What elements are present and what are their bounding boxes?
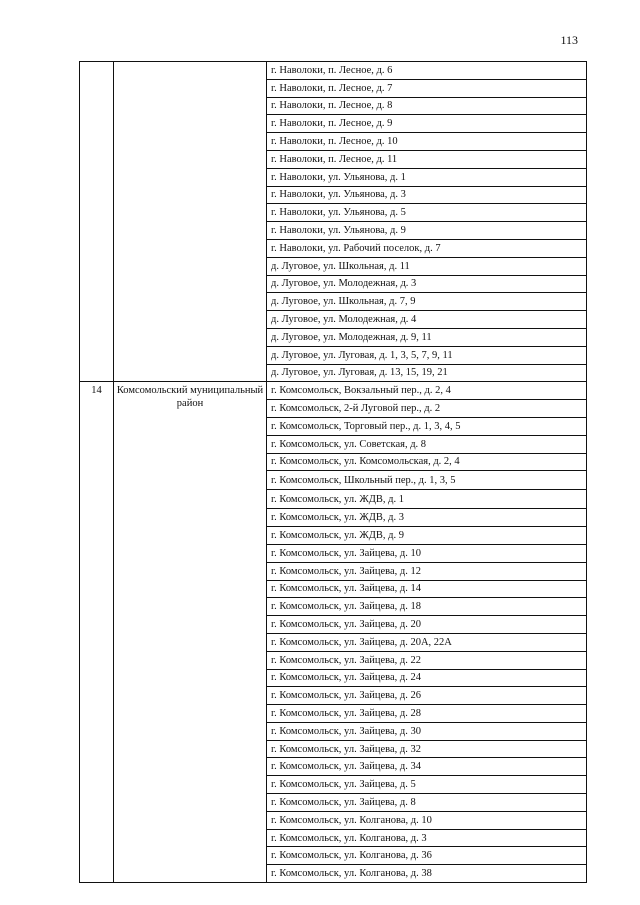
address-cell: г. Комсомольск, ул. Колганова, д. 10 [267,811,587,829]
address-cell: г. Комсомольск, ул. Комсомольская, д. 2, 4 [267,453,587,471]
address-cell: г. Наволоки, п. Лесное, д. 9 [267,115,587,133]
address-cell: г. Комсомольск, Вокзальный пер., д. 2, 4 [267,382,587,400]
address-cell: г. Комсомольск, 2-й Луговой пер., д. 2 [267,400,587,418]
address-cell: г. Комсомольск, ул. Зайцева, д. 24 [267,669,587,687]
region-name-cell [114,62,267,382]
address-cell: г. Комсомольск, ул. Зайцева, д. 10 [267,544,587,562]
address-cell: г. Комсомольск, ул. Зайцева, д. 12 [267,562,587,580]
address-cell: г. Наволоки, ул. Ульянова, д. 3 [267,186,587,204]
address-cell: г. Комсомольск, ул. Колганова, д. 38 [267,865,587,883]
address-table-body [80,62,587,883]
address-cell: г. Наволоки, ул. Рабочий поселок, д. 7 [267,239,587,257]
address-cell: д. Луговое, ул. Луговая, д. 1, 3, 5, 7, 9, 11 [267,346,587,364]
address-cell: г. Комсомольск, ул. Колганова, д. 36 [267,847,587,865]
address-cell: г. Комсомольск, Школьный пер., д. 1, 3, 5 [267,471,587,490]
address-cell: г. Комсомольск, ул. Советская, д. 8 [267,435,587,453]
address-cell: д. Луговое, ул. Молодежная, д. 3 [267,275,587,293]
address-cell: г. Комсомольск, ул. Зайцева, д. 32 [267,740,587,758]
address-cell: г. Наволоки, ул. Ульянова, д. 9 [267,222,587,240]
address-cell: д. Луговое, ул. Школьная, д. 7, 9 [267,293,587,311]
group-number-cell: 14 [80,382,114,883]
page-number: 113 [560,33,578,47]
address-cell: г. Комсомольск, ул. ЖДВ, д. 9 [267,527,587,545]
address-cell: г. Комсомольск, ул. Колганова, д. 3 [267,829,587,847]
address-cell: г. Комсомольск, Торговый пер., д. 1, 3, 4, 5 [267,417,587,435]
address-cell: г. Комсомольск, ул. Зайцева, д. 30 [267,722,587,740]
address-cell: г. Комсомольск, ул. Зайцева, д. 20А, 22А [267,633,587,651]
address-cell: г. Комсомольск, ул. Зайцева, д. 28 [267,705,587,723]
address-cell: г. Комсомольск, ул. Зайцева, д. 14 [267,580,587,598]
group-number-cell [80,62,114,382]
address-cell: г. Комсомольск, ул. Зайцева, д. 26 [267,687,587,705]
table-row [80,382,587,400]
address-cell: г. Комсомольск, ул. Зайцева, д. 22 [267,651,587,669]
address-cell: г. Наволоки, п. Лесное, д. 8 [267,97,587,115]
table-row [80,62,587,80]
address-cell: д. Луговое, ул. Молодежная, д. 9, 11 [267,328,587,346]
address-cell: г. Наволоки, ул. Ульянова, д. 1 [267,168,587,186]
address-cell: г. Комсомольск, ул. Зайцева, д. 20 [267,616,587,634]
address-table [79,61,587,883]
address-cell: г. Наволоки, п. Лесное, д. 11 [267,150,587,168]
address-cell: д. Луговое, ул. Луговая, д. 13, 15, 19, 21 [267,364,587,382]
address-cell: д. Луговое, ул. Молодежная, д. 4 [267,311,587,329]
address-cell: г. Комсомольск, ул. Зайцева, д. 34 [267,758,587,776]
address-cell: г. Наволоки, п. Лесное, д. 6 [267,62,587,80]
address-cell: д. Луговое, ул. Школьная, д. 11 [267,257,587,275]
address-cell: г. Наволоки, ул. Ульянова, д. 5 [267,204,587,222]
address-cell: г. Комсомольск, ул. ЖДВ, д. 1 [267,490,587,509]
address-cell: г. Комсомольск, ул. Зайцева, д. 5 [267,776,587,794]
address-cell: г. Комсомольск, ул. ЖДВ, д. 3 [267,509,587,527]
address-cell: г. Наволоки, п. Лесное, д. 7 [267,79,587,97]
address-cell: г. Наволоки, п. Лесное, д. 10 [267,133,587,151]
address-cell: г. Комсомольск, ул. Зайцева, д. 8 [267,794,587,812]
region-name-cell: Комсомольский муниципальный район [114,382,267,883]
address-cell: г. Комсомольск, ул. Зайцева, д. 18 [267,598,587,616]
